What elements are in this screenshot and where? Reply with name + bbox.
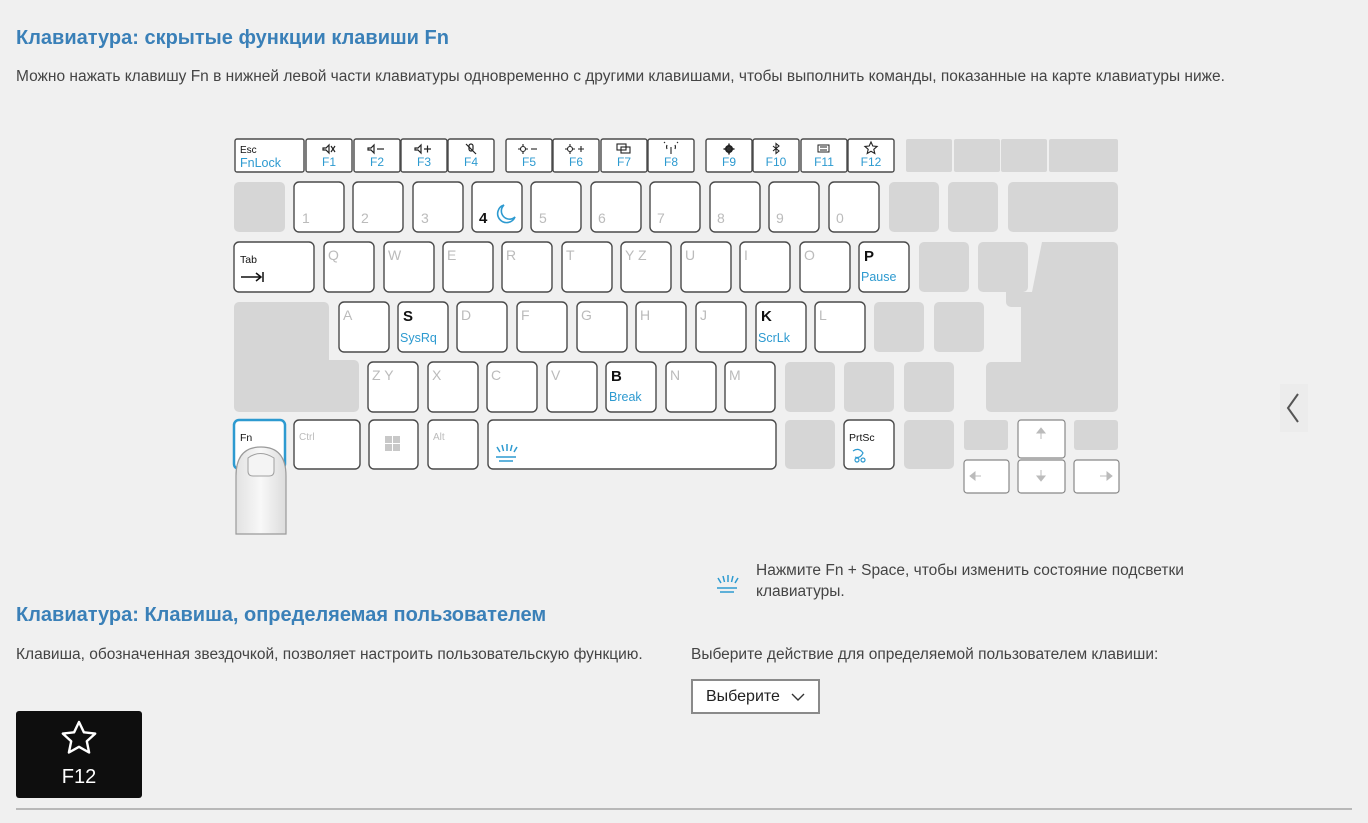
user-key-description: Клавиша, обозначенная звездочкой, позволяет настроить пользовательскую функцию. (16, 646, 643, 663)
key-c-label: C (491, 367, 502, 383)
b-key (606, 362, 656, 412)
key-h-label: H (640, 307, 651, 323)
f9-label: F9 (721, 155, 737, 169)
key-q-label: Q (328, 247, 339, 263)
qwerty-row-grey-keys (919, 242, 1028, 292)
pause-label: Pause (861, 270, 897, 284)
b-label: B (611, 368, 622, 385)
select-prompt: Выберите действие для определяемой пользователем клавиши: (691, 646, 1159, 663)
key-u-label: U (685, 247, 696, 263)
key-n-label: N (670, 367, 681, 383)
fkey-f11 (801, 139, 847, 172)
qwerty-row (324, 242, 850, 292)
fkey-f7 (601, 139, 647, 172)
key-5-label: 5 (539, 210, 547, 226)
key-7-label: 7 (657, 210, 665, 226)
chevron-left-icon (1280, 384, 1308, 432)
previous-image-button[interactable] (1280, 384, 1308, 432)
f2-label: F2 (369, 155, 385, 169)
fkey-f9 (706, 139, 752, 172)
key-0-label: 0 (836, 210, 844, 226)
key-l-label: L (819, 307, 827, 323)
divider (16, 808, 1352, 810)
key-r-label: R (506, 247, 517, 263)
action-select[interactable] (691, 679, 820, 714)
backlight-icon (712, 568, 744, 594)
f4-label: F4 (463, 155, 479, 169)
break-label: Break (609, 390, 642, 404)
p-label: P (864, 248, 875, 265)
right-ctrl-key-grey (904, 420, 954, 469)
alt-key (428, 420, 478, 469)
user-key-title: Клавиатура: Клавиша, определяемая пользователем (16, 604, 547, 626)
key-i-label: I (744, 247, 748, 263)
esc-key (235, 139, 304, 172)
prtsc-key (844, 420, 894, 469)
key-o-label: O (804, 247, 815, 263)
f8-label: F8 (663, 155, 679, 169)
key-e-label: E (447, 247, 457, 263)
hidden-functions-title: Клавиатура: скрытые функции клавиши Fn (16, 27, 449, 49)
key-x-label: X (432, 367, 442, 383)
backtick-key-grey (234, 182, 285, 232)
key-w-label: W (388, 247, 402, 263)
bottom-row-grey-keys (785, 362, 954, 412)
key-f-label: F (521, 307, 530, 323)
prtsc-label: PrtSc (849, 432, 875, 444)
key-2-label: 2 (361, 210, 369, 226)
finger-pointer (236, 447, 286, 534)
ctrl-key (294, 420, 360, 469)
key-3-label: 3 (421, 210, 429, 226)
key-1-label: 1 (302, 210, 310, 226)
s-label: S (403, 308, 414, 325)
number-row (294, 182, 879, 232)
k-key (756, 302, 806, 352)
backlight-note-text: Нажмите Fn + Space, чтобы изменить состояние подсветки клавиатуры. (756, 562, 1184, 600)
fkey-f12 (848, 139, 894, 172)
fn-label: Fn (240, 432, 253, 444)
space-key (488, 420, 776, 469)
f12-label: F12 (860, 155, 882, 169)
fkey-f5 (506, 139, 552, 172)
scrlk-label: ScrLk (758, 331, 790, 345)
ctrl-label: Ctrl (299, 432, 315, 443)
f6-label: F6 (568, 155, 584, 169)
function-row-grey-keys (906, 139, 1118, 172)
alt-label: Alt (433, 432, 445, 443)
right-alt-key-grey (785, 420, 835, 469)
fkey-f2 (354, 139, 400, 172)
fkey-f8 (648, 139, 694, 172)
key-4-label: 4 (479, 210, 488, 227)
home-row-grey-keys (874, 302, 984, 352)
key-t-label: T (566, 247, 575, 263)
p-key (859, 242, 909, 292)
f7-label: F7 (616, 155, 632, 169)
tab-label: Tab (240, 254, 257, 266)
f12-key-label: F12 (61, 766, 97, 788)
f3-label: F3 (416, 155, 432, 169)
key-9-label: 9 (776, 210, 784, 226)
key-j-label: J (700, 307, 707, 323)
key-d-label: D (461, 307, 472, 323)
windows-key (369, 420, 418, 469)
action-select-value: Выберите (706, 687, 780, 705)
fkey-f10 (753, 139, 799, 172)
fkey-f4 (448, 139, 494, 172)
f1-label: F1 (321, 155, 337, 169)
fkey-f6 (553, 139, 599, 172)
fkey-f1 (306, 139, 352, 172)
k-label: K (761, 308, 772, 325)
star-icon (59, 719, 99, 757)
f12-star-key (16, 711, 142, 798)
f11-label: F11 (814, 155, 834, 169)
key-v-label: V (551, 367, 561, 383)
key-zy-label: Z Y (372, 367, 394, 383)
key-yz-label: Y Z (625, 247, 647, 263)
number-row-grey-keys (889, 182, 1118, 232)
bottom-letter-row (368, 362, 775, 412)
arrow-key-cluster (964, 420, 1119, 493)
sysrq-label: SysRq (400, 331, 437, 345)
f5-label: F5 (521, 155, 537, 169)
tab-key (234, 242, 314, 292)
esc-label: Esc (240, 145, 257, 156)
key-a-label: A (343, 307, 353, 323)
hidden-functions-description: Можно нажать клавишу Fn в нижней левой части клавиатуры одновременно с другими клавишами, чтобы выполнить команды, показанные на карте клавиатуры ниже. (16, 68, 1225, 85)
fkey-f3 (401, 139, 447, 172)
key-8-label: 8 (717, 210, 725, 226)
key-6-label: 6 (598, 210, 606, 226)
fnlock-label: FnLock (240, 156, 281, 170)
f10-label: F10 (765, 155, 787, 169)
key-m-label: M (729, 367, 741, 383)
chevron-down-icon (790, 690, 806, 704)
key-g-label: G (581, 307, 592, 323)
s-key (398, 302, 448, 352)
